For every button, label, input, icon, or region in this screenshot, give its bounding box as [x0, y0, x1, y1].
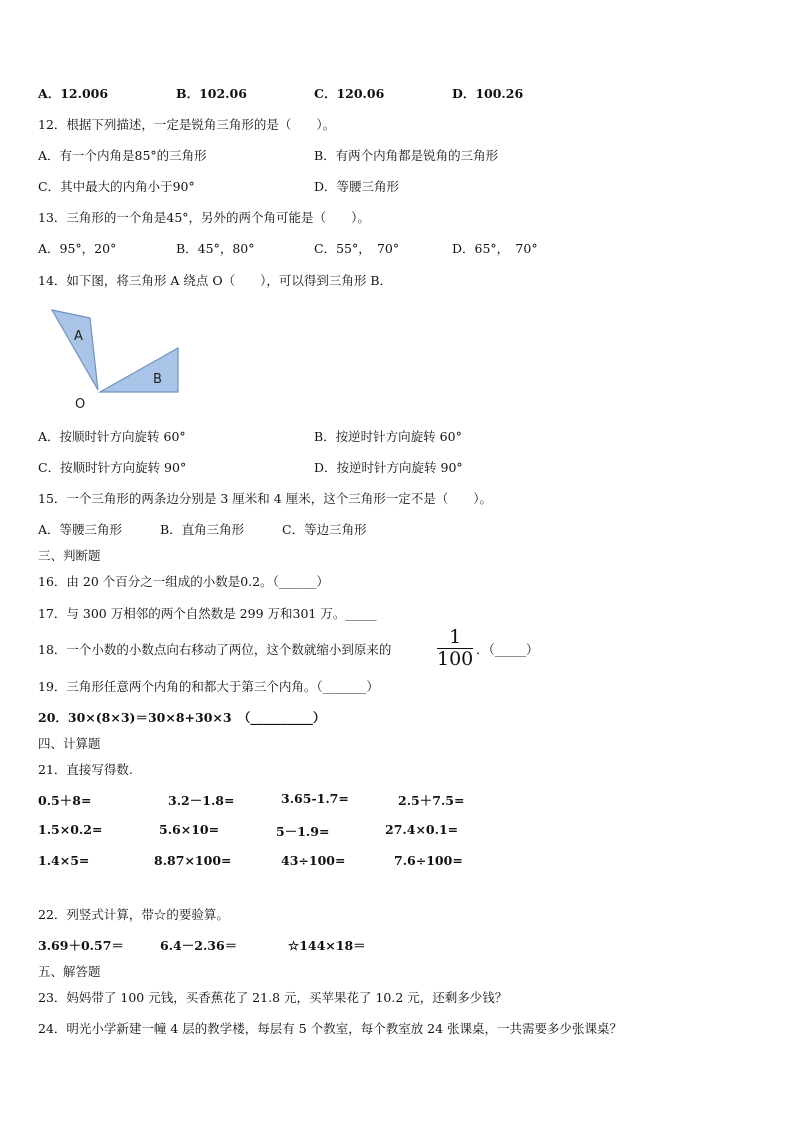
q12-stem: 12．根据下列描述，一定是锐角三角形的是（ ）。 — [38, 117, 336, 132]
q18-after: ．（_____） — [476, 642, 539, 657]
q18-fraction-numerator: 1 — [449, 626, 462, 648]
triangle-b — [100, 348, 178, 392]
q19: 19．三角形任意两个内角的和都大于第三个内角。（_______） — [38, 679, 379, 694]
triangle-a — [52, 310, 98, 390]
q21-item: 7.6÷100= — [394, 853, 463, 868]
q16: 16．由 20 个百分之一组成的小数是0.2。（______） — [38, 574, 329, 589]
label-o: O — [75, 397, 86, 412]
q21-item: 27.4×0.1= — [385, 822, 459, 837]
section-true-false-heading: 三、判断题 — [38, 548, 101, 563]
q18-text — [38, 640, 391, 658]
q22-item: ☆144×18＝ — [288, 938, 366, 953]
q11-option-b: B．102.06 — [176, 86, 247, 101]
q12-option-b: B．有两个内角都是锐角的三角形 — [314, 148, 499, 163]
q13-option-d: D．65°， 70° — [452, 241, 538, 256]
q22-item: 6.4－2.36＝ — [160, 938, 238, 953]
rotation-figure — [44, 302, 190, 414]
section-word-problems-heading: 五、解答题 — [38, 964, 101, 979]
q21-item: 5.6×10= — [159, 822, 220, 837]
q21-item: 2.5＋7.5= — [398, 793, 465, 808]
q14-option-d: D．按逆时针方向旋转 90° — [314, 460, 463, 475]
q21-item: 1.5×0.2= — [38, 822, 103, 837]
q12-option-d: D．等腰三角形 — [314, 179, 400, 194]
q14-option-a: A．按顺时针方向旋转 60° — [38, 429, 186, 444]
q11-option-a: A．12.006 — [38, 86, 109, 101]
q21-stem: 21．直接写得数. — [38, 762, 133, 777]
q14-option-b: B．按逆时针方向旋转 60° — [314, 429, 462, 444]
q22-item: 3.69＋0.57＝ — [38, 938, 124, 953]
q12-option-c: C．其中最大的内角小于90° — [38, 179, 195, 194]
q21-item: 3.65-1.7= — [281, 791, 349, 806]
q15-option-a: A．等腰三角形 — [38, 522, 123, 537]
label-a: A — [74, 329, 83, 344]
q13-stem: 13．三角形的一个角是45°，另外的两个角可能是（ ）。 — [38, 210, 370, 225]
q12-option-a: A．有一个内角是85°的三角形 — [38, 148, 207, 163]
section-calculation-heading: 四、计算题 — [38, 736, 101, 751]
q20: 20．30×(8×3)＝30×8+30×3 （__________） — [38, 710, 326, 725]
label-b: B — [153, 372, 162, 387]
q18-fraction-denominator: 100 — [437, 648, 474, 670]
q22-stem: 22．列竖式计算，带☆的要验算。 — [38, 907, 229, 922]
q11-option-c: C．120.06 — [314, 86, 385, 101]
q13-option-c: C．55°， 70° — [314, 241, 400, 256]
q15-option-b: B．直角三角形 — [160, 522, 245, 537]
q21-item: 3.2－1.8= — [168, 793, 235, 808]
q18-fraction — [437, 628, 473, 669]
q11-option-d: D．100.26 — [452, 86, 524, 101]
q21-item: 43÷100= — [281, 853, 346, 868]
q21-item: 5－1.9= — [276, 824, 330, 839]
q15-option-c: C．等边三角形 — [282, 522, 367, 537]
q14-option-c: C．按顺时针方向旋转 90° — [38, 460, 187, 475]
q17: 17．与 300 万相邻的两个自然数是 299 万和301 万。_____ — [38, 606, 377, 621]
q23: 23．妈妈带了 100 元钱，买香蕉花了 21.8 元，买苹果花了 10.2 元，还剩多少钱？ — [38, 990, 508, 1005]
q15-stem: 15．一个三角形的两条边分别是 3 厘米和 4 厘米，这个三角形一定不是（ ）。 — [38, 491, 492, 506]
q13-option-b: B．45°，80° — [176, 241, 255, 256]
q21-item: 1.4×5= — [38, 853, 90, 868]
q13-option-a: A．95°，20° — [38, 241, 117, 256]
q24: 24．明光小学新建一幢 4 层的教学楼，每层有 5 个教室，每个教室放 24 张课桌，一共需要多少张课桌？ — [38, 1021, 623, 1036]
q14-stem: 14．如下图，将三角形 A 绕点 O（ ），可以得到三角形 B． — [38, 273, 393, 288]
q18-before: 18．一个小数的小数点向右移动了两位，这个数就缩小到原来的 — [38, 642, 392, 657]
q21-item: 8.87×100= — [154, 853, 232, 868]
q21-item: 0.5＋8= — [38, 793, 92, 808]
